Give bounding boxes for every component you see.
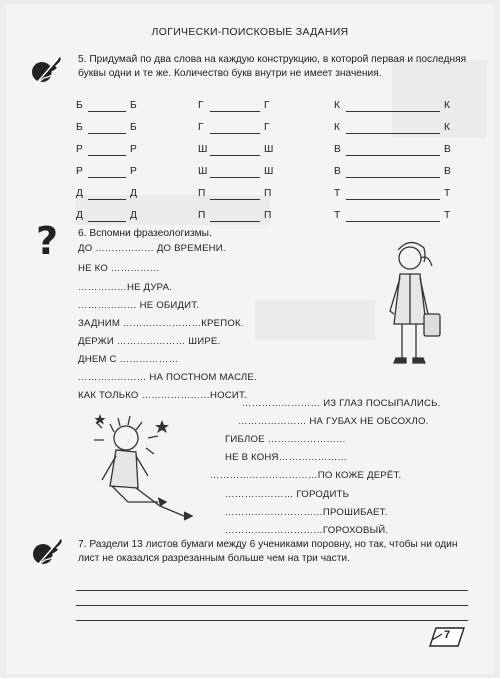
task5-letter: Т [334,188,341,199]
girl-illustration [380,236,450,386]
phraseology-line: …………………………ГОРОХОВЫЙ. [225,525,389,536]
task5-answer-line[interactable] [346,177,440,178]
page-title: ЛОГИЧЕСКИ-ПОИСКОВЫЕ ЗАДАНИЯ [151,26,349,38]
task5-answer-line[interactable] [88,221,126,222]
phraseology-line: ……………………………ПО КОЖЕ ДЕРЁТ. [210,470,402,481]
task6-title: 6. Вспомни фразеологизмы. [78,228,212,239]
task5-letter: П [264,188,272,199]
task5-letter: Т [444,188,451,199]
task5-answer-line[interactable] [346,133,440,134]
task5-letter: Р [130,166,137,177]
task5-letter: В [334,144,341,155]
answer-line [76,620,468,621]
phraseology-line: КАК ТОЛЬКО …………………НОСИТ. [78,390,247,401]
phraseology-line: ……………… НЕ ОБИДИТ. [78,300,200,311]
page-number: 7 [444,629,451,641]
task5-letter: К [334,122,340,133]
task5-answer-line[interactable] [346,111,440,112]
quill-icon [30,50,66,90]
phraseology-line: ГИБЛОЕ …………………… [225,434,346,445]
task5-letter: Б [130,100,137,111]
task5-answer-line[interactable] [88,155,126,156]
task5-letter: Т [334,210,341,221]
task5-letter: Д [76,188,83,199]
phraseology-line: ДНЕМ С ……………… [78,354,179,365]
task5-letter: П [198,188,206,199]
task7-text: 7. Раздели 13 листов бумаги между 6 учениками поровну, но так, чтобы ни один лист не оказался разрезанным больше чем на три части. [78,539,458,564]
task5-letter: Г [264,122,270,133]
task5-letter: Ш [198,144,208,155]
task5-answer-line[interactable] [210,177,260,178]
phraseology-line: ……………НЕ ДУРА. [78,282,173,293]
task5-answer-line[interactable] [210,221,260,222]
task5-letter: Р [130,144,137,155]
task5-letter: Ш [198,166,208,177]
task5-letter: Р [76,166,83,177]
task5-answer-line[interactable] [210,199,260,200]
task5-letter: Д [76,210,83,221]
phraseology-line: ………………… НА ПОСТНОМ МАСЛЕ. [78,372,257,383]
phraseology-line: ЗАДНИМ ……………………КРЕПОК. [78,318,244,329]
task5-answer-line[interactable] [210,133,260,134]
bleed-through-area [255,300,375,340]
task5-letter: Г [198,122,204,133]
task5-letter: Т [444,210,451,221]
task5-letter: К [334,100,340,111]
task5-letter: Д [130,210,137,221]
task5-letter: Г [198,100,204,111]
phraseology-line: НЕ В КОНЯ………………… [225,452,348,463]
phraseology-line: ………………… НА ГУБАХ НЕ ОБСОХЛО. [238,416,429,427]
task5-letter: В [444,144,451,155]
task5-answer-line[interactable] [88,111,126,112]
task5-letter: В [444,166,451,177]
task5-answer-line[interactable] [346,199,440,200]
task5-letter: Б [76,100,83,111]
phraseology-line: …………………… ИЗ ГЛАЗ ПОСЫПАЛИСЬ. [242,398,441,409]
task5-letter: Р [76,144,83,155]
task5-letter: К [444,122,450,133]
phraseology-line: ДО ……………… ДО ВРЕМЕНИ. [78,243,226,254]
task5-answer-line[interactable] [210,155,260,156]
task5-letter: Д [130,188,137,199]
task5-answer-line[interactable] [88,177,126,178]
dazed-boy-illustration [88,410,206,528]
task5-answer-line[interactable] [88,199,126,200]
task5-letter: В [334,166,341,177]
task5-answer-line[interactable] [346,155,440,156]
phraseology-line: ………………… ГОРОДИТЬ [225,489,350,500]
answer-line [76,605,468,606]
phraseology-line: …………………………ПРОШИБАЕТ. [225,507,388,518]
task5-letter: П [198,210,206,221]
phraseology-line: НЕ КО …………… [78,263,160,274]
task5-answer-line[interactable] [88,133,126,134]
task5-answer-line[interactable] [210,111,260,112]
task5-letter: Б [76,122,83,133]
task5-letter: Ш [264,166,274,177]
task5-text: 5. Придумай по два слова на каждую конструкцию, в которой первая и последняя буквы одни и те же. Количество букв внутри не имеет значения. [78,54,467,79]
phraseology-line: ДЕРЖИ ………………… ШИРЕ. [78,336,221,347]
quill-question-icon [30,532,68,572]
task5-answer-line[interactable] [346,221,440,222]
task5-letter: К [444,100,450,111]
task5-letter: Ш [264,144,274,155]
answer-line [76,590,468,591]
question-mark-icon: ? [36,219,59,263]
task5-letter: П [264,210,272,221]
task5-letter: Г [264,100,270,111]
task5-letter: Б [130,122,137,133]
